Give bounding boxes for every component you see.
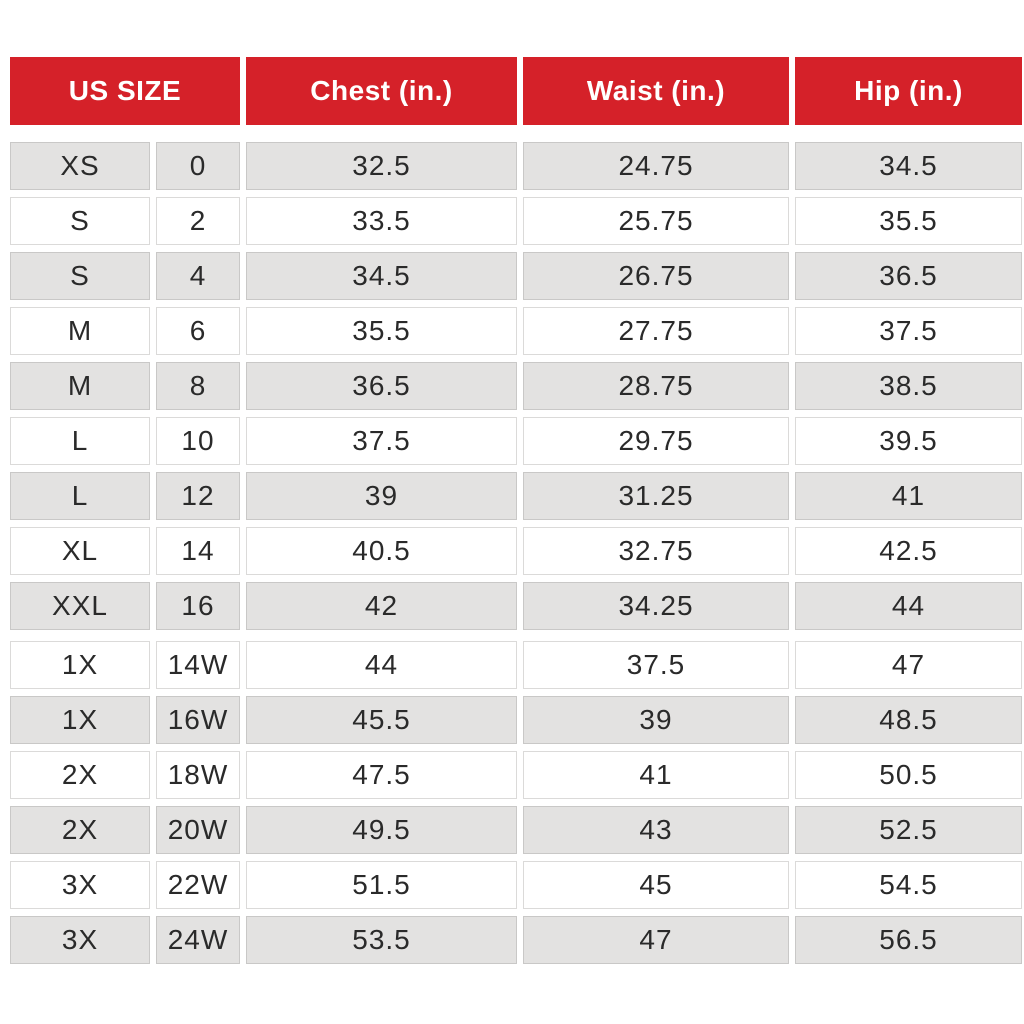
cell-size-number: 8	[156, 362, 240, 410]
cell-size-number: 24W	[156, 916, 240, 964]
table-row	[10, 641, 1022, 689]
table-row	[10, 197, 1022, 245]
cell-chest: 53.5	[246, 916, 517, 964]
cell-hip: 41	[795, 472, 1022, 520]
cell-waist: 24.75	[523, 142, 789, 190]
size-chart-table	[10, 57, 1022, 971]
cell-size-number: 18W	[156, 751, 240, 799]
table-row	[10, 252, 1022, 300]
cell-chest: 36.5	[246, 362, 517, 410]
cell-chest: 33.5	[246, 197, 517, 245]
table-row	[10, 472, 1022, 520]
cell-chest: 47.5	[246, 751, 517, 799]
table-row	[10, 806, 1022, 854]
cell-size-number: 4	[156, 252, 240, 300]
cell-size-letter: 3X	[10, 916, 150, 964]
cell-size-letter: 1X	[10, 696, 150, 744]
cell-chest: 37.5	[246, 417, 517, 465]
cell-size-number: 14W	[156, 641, 240, 689]
table-header-row	[10, 57, 1022, 125]
cell-hip: 39.5	[795, 417, 1022, 465]
cell-size-number: 10	[156, 417, 240, 465]
cell-hip: 50.5	[795, 751, 1022, 799]
cell-waist: 27.75	[523, 307, 789, 355]
cell-chest: 45.5	[246, 696, 517, 744]
cell-size-letter: S	[10, 197, 150, 245]
cell-size-number: 22W	[156, 861, 240, 909]
cell-size-number: 12	[156, 472, 240, 520]
cell-size-number: 2	[156, 197, 240, 245]
cell-size-letter: S	[10, 252, 150, 300]
cell-size-letter: XS	[10, 142, 150, 190]
cell-size-letter: 2X	[10, 751, 150, 799]
cell-chest: 49.5	[246, 806, 517, 854]
cell-chest: 51.5	[246, 861, 517, 909]
table-row	[10, 417, 1022, 465]
cell-chest: 44	[246, 641, 517, 689]
cell-chest: 34.5	[246, 252, 517, 300]
cell-hip: 48.5	[795, 696, 1022, 744]
cell-waist: 45	[523, 861, 789, 909]
cell-waist: 32.75	[523, 527, 789, 575]
cell-chest: 35.5	[246, 307, 517, 355]
cell-hip: 52.5	[795, 806, 1022, 854]
cell-waist: 31.25	[523, 472, 789, 520]
cell-size-letter: M	[10, 362, 150, 410]
table-row	[10, 527, 1022, 575]
cell-size-number: 20W	[156, 806, 240, 854]
cell-size-letter: M	[10, 307, 150, 355]
cell-waist: 34.25	[523, 582, 789, 630]
cell-waist: 47	[523, 916, 789, 964]
cell-waist: 25.75	[523, 197, 789, 245]
table-row	[10, 916, 1022, 964]
table-row	[10, 696, 1022, 744]
cell-size-number: 16W	[156, 696, 240, 744]
cell-hip: 35.5	[795, 197, 1022, 245]
cell-waist: 39	[523, 696, 789, 744]
cell-size-number: 6	[156, 307, 240, 355]
table-row	[10, 142, 1022, 190]
cell-chest: 32.5	[246, 142, 517, 190]
cell-size-letter: 3X	[10, 861, 150, 909]
cell-hip: 36.5	[795, 252, 1022, 300]
cell-chest: 40.5	[246, 527, 517, 575]
cell-hip: 54.5	[795, 861, 1022, 909]
cell-size-letter: 2X	[10, 806, 150, 854]
cell-size-number: 0	[156, 142, 240, 190]
table-row	[10, 861, 1022, 909]
cell-size-letter: 1X	[10, 641, 150, 689]
cell-hip: 34.5	[795, 142, 1022, 190]
header-waist: Waist (in.)	[523, 57, 789, 125]
cell-size-letter: L	[10, 472, 150, 520]
cell-waist: 37.5	[523, 641, 789, 689]
header-chest: Chest (in.)	[246, 57, 517, 125]
cell-waist: 28.75	[523, 362, 789, 410]
cell-hip: 47	[795, 641, 1022, 689]
cell-hip: 38.5	[795, 362, 1022, 410]
header-us-size: US SIZE	[10, 57, 240, 125]
cell-size-letter: XL	[10, 527, 150, 575]
cell-hip: 37.5	[795, 307, 1022, 355]
cell-hip: 56.5	[795, 916, 1022, 964]
table-row	[10, 307, 1022, 355]
table-row	[10, 362, 1022, 410]
table-row	[10, 582, 1022, 630]
cell-chest: 39	[246, 472, 517, 520]
cell-waist: 41	[523, 751, 789, 799]
cell-chest: 42	[246, 582, 517, 630]
cell-size-number: 16	[156, 582, 240, 630]
table-row	[10, 751, 1022, 799]
cell-size-number: 14	[156, 527, 240, 575]
header-hip: Hip (in.)	[795, 57, 1022, 125]
cell-size-letter: L	[10, 417, 150, 465]
cell-waist: 26.75	[523, 252, 789, 300]
cell-size-letter: XXL	[10, 582, 150, 630]
cell-waist: 29.75	[523, 417, 789, 465]
cell-hip: 42.5	[795, 527, 1022, 575]
cell-hip: 44	[795, 582, 1022, 630]
cell-waist: 43	[523, 806, 789, 854]
